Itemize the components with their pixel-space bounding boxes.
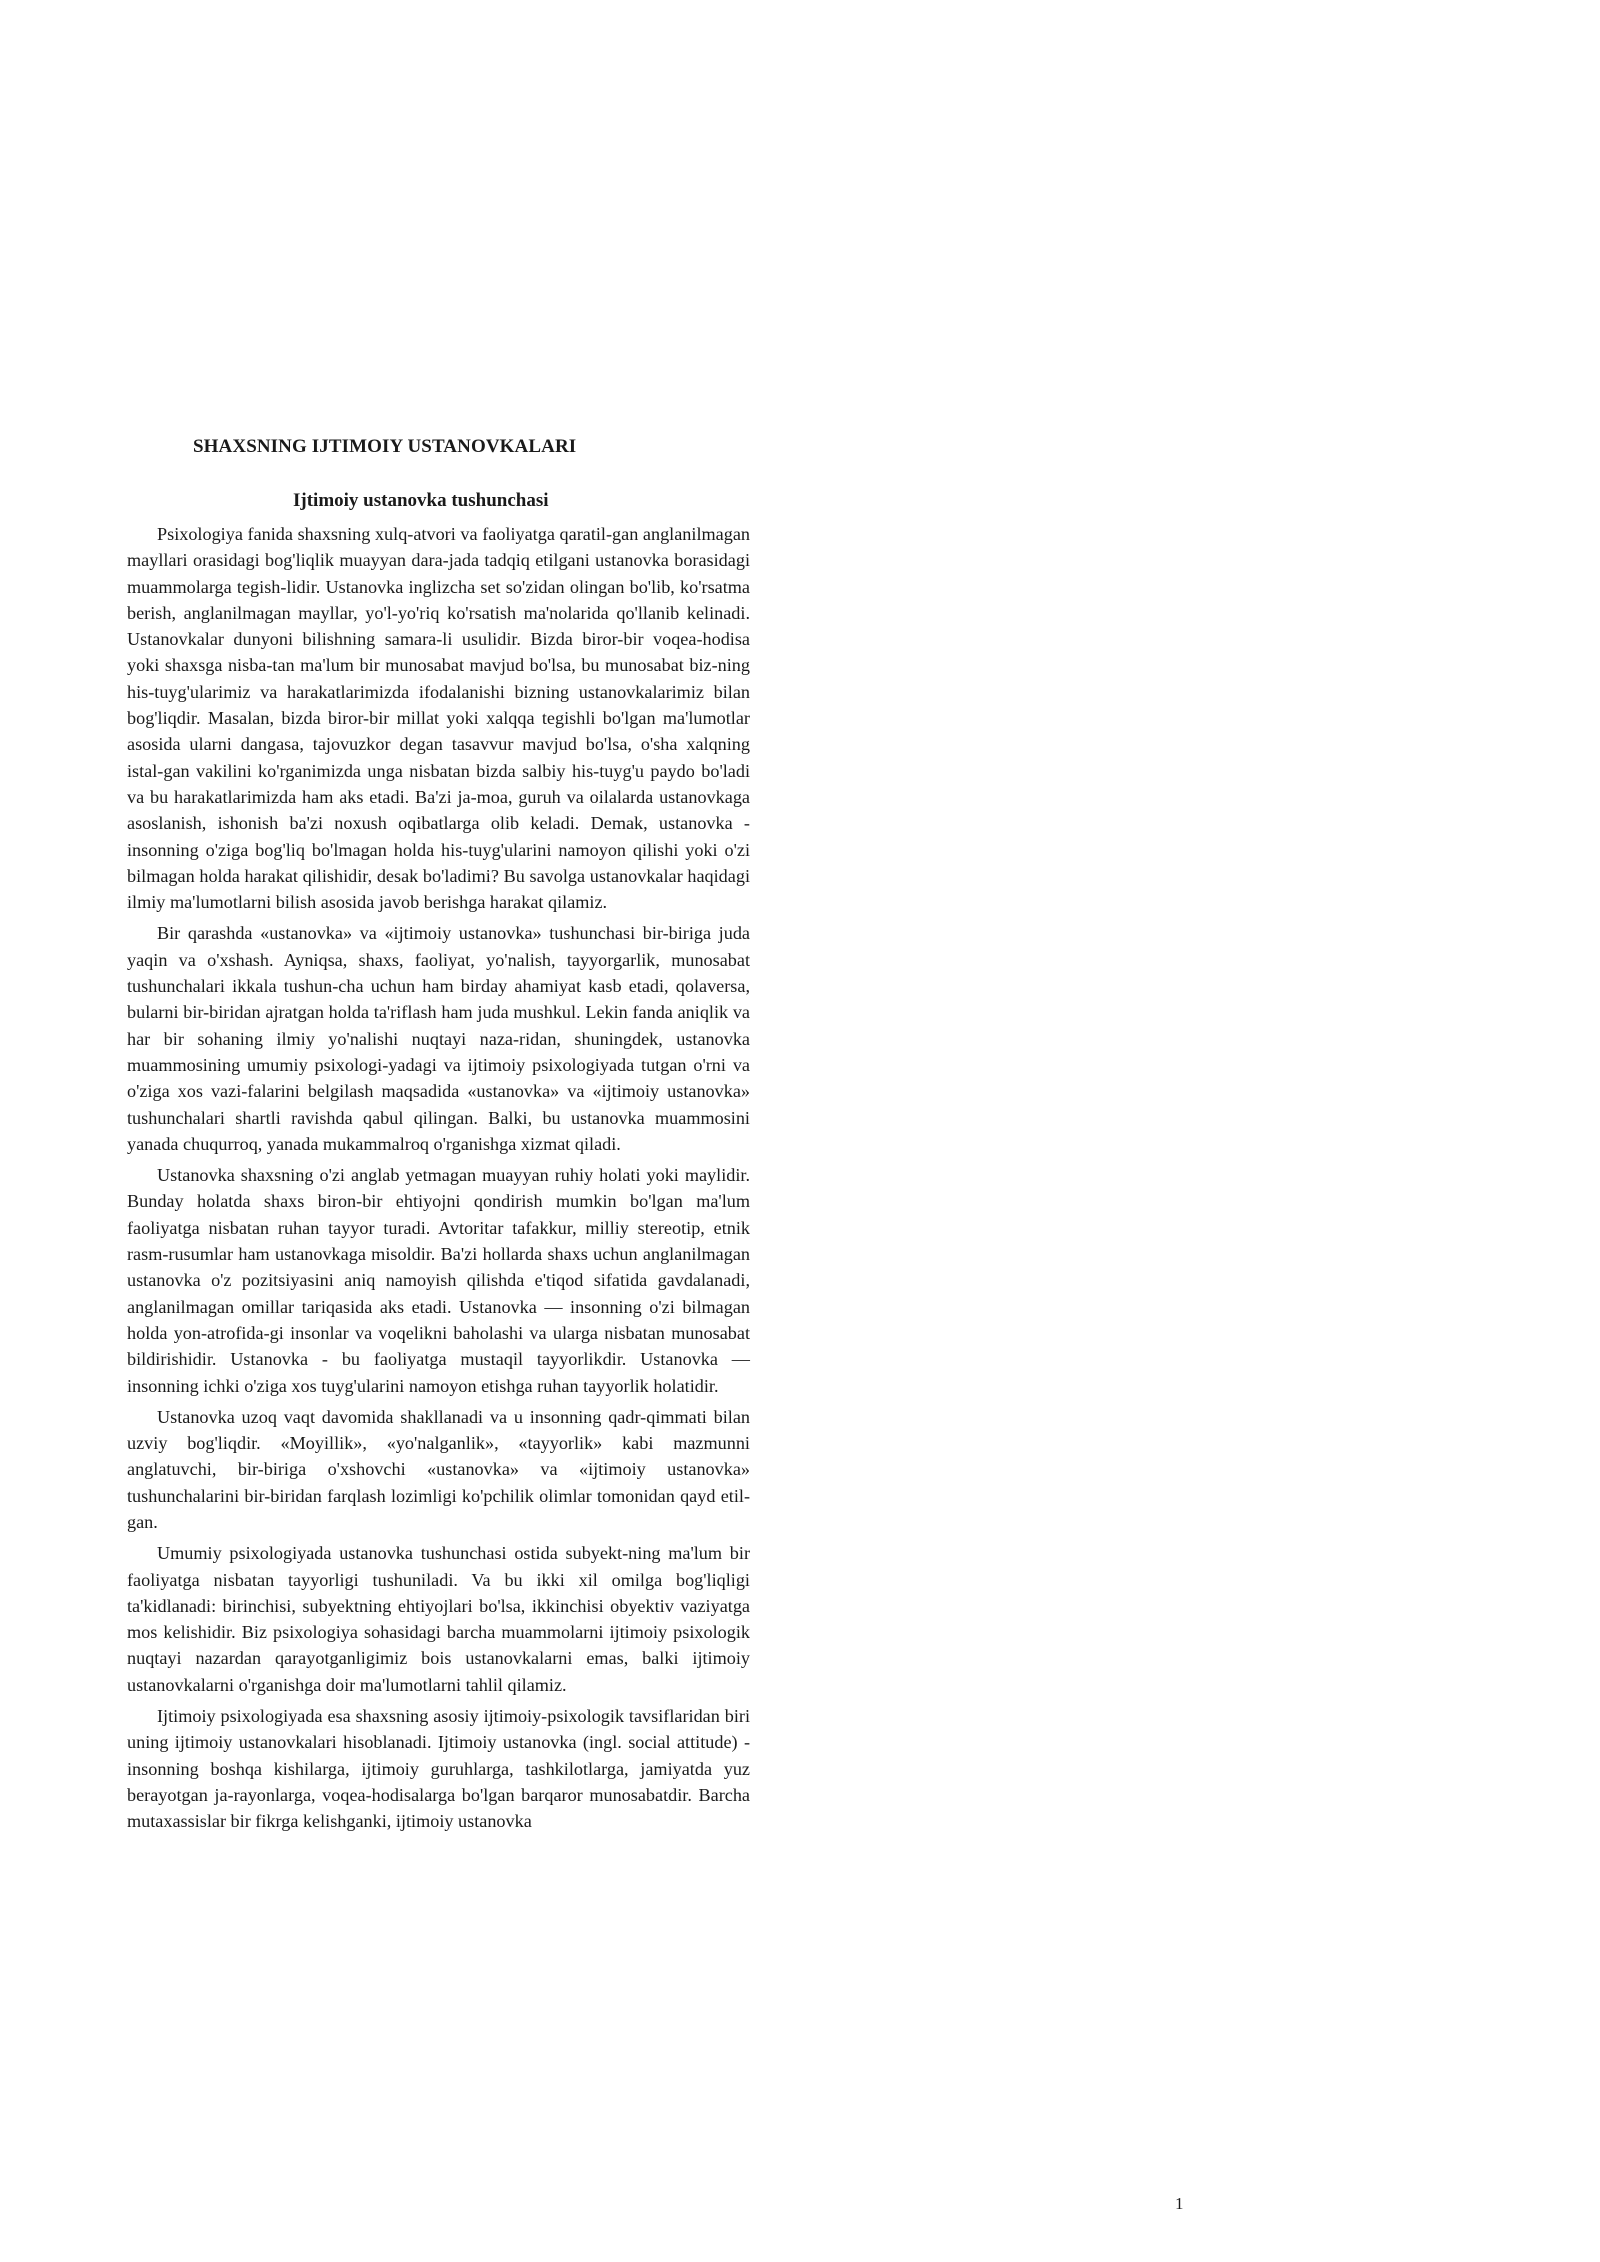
section-title: Ijtimoiy ustanovka tushunchasi (293, 490, 549, 511)
page-number: 1 (1175, 2194, 1184, 2213)
paragraph: Umumiy psixologiyada ustanovka tushunchasi ostida subyekt-ning ma'lum bir faoliyatga nisbatan tayyorligi tushuniladi. Va bu ikki xil omilga bog'liqligi ta'kidlanadi: birinchisi, subyektning ehtiyojlari bo'lsa, ikkinchisi obyektiv vaziyatga mos kelishidir. Biz psixologiya sohasidagi barcha muammolarni ijtimoiy psixologik nuqtayi nazardan qarayotganligimiz bois ustanovkalarni emas, balki ijtimoiy ustanovkalarni o'rganishga doir ma'lumotlarni tahlil qilamiz. (127, 1543, 750, 1695)
paragraph: Ustanovka shaxsning o'zi anglab yetmagan muayyan ruhiy holati yoki maylidir. Bunday holatda shaxs biron-bir ehtiyojni qondirish mumkin bo'lgan ma'lum faoliyatga nisbatan ruhan tayyor turadi. Avtoritar tafakkur, milliy stereotip, etnik rasm-rusumlar ham ustanovkaga misoldir. Ba'zi hollarda shaxs uchun anglanilmagan ustanovka o'z pozitsiyasini aniq namoyish qilishda e'tiqod sifatida gavdalanadi, anglanilmagan omillar tariqasida aks etadi. Ustanovka — insonning o'zi bilmagan holda yon-atrofida-gi insonlar va voqelikni baholashi va ularga nisbatan munosabat bildirishidir. Ustanovka - bu faoliyatga mustaqil tayyorlikdir. Ustanovka — insonning ichki o'ziga xos tuyg'ularini namoyon etishga ruhan tayyorlik holatidir. (127, 1165, 750, 1396)
paragraph: Bir qarashda «ustanovka» va «ijtimoiy ustanovka» tushunchasi bir-biriga juda yaqin va o'xshash. Ayniqsa, shaxs, faoliyat, yo'nalish, tayyorgarlik, munosabat tushunchalari ikkala tushun-cha uchun ham birday ahamiyat kasb etadi, qolaversa, bularni bir-biridan ajratgan holda ta'riflash ham juda mushkul. Lekin fanda aniqlik va har bir sohaning ilmiy yo'nalishi nuqtayi naza-ridan, shuningdek, ustanovka muammosining umumiy psixologi-yadagi va ijtimoiy psixologiyada tutgan o'rni va o'ziga xos vazi-falarini belgilash maqsadida «ustanovka» va «ijtimoiy ustanovka» tushunchalari shartli ravishda qabul qilingan. Balki, bu ustanovka muammosini yanada chuqurroq, yanada mukammalroq o'rganishga xizmat qiladi. (127, 923, 750, 1154)
paragraph: Psixologiya fanida shaxsning xulq-atvori va faoliyatga qaratil-gan anglanilmagan mayllari orasidagi bog'liqlik muayyan dara-jada tadqiq etilgani ustanovka borasidagi muammolarga tegish-lidir. Ustanovka inglizcha set so'zidan olingan bo'lib, ko'rsatma berish, anglanilmagan mayllar, yo'l-yo'riq ko'rsatish ma'nolarida qo'llanib kelinadi. Ustanovkalar dunyoni bilishning samara-li usulidir. Bizda biror-bir voqea-hodisa yoki shaxsga nisba-tan ma'lum bir munosabat mavjud bo'lsa, bu munosabat biz-ning his-tuyg'ularimiz va harakatlarimizda ifodalanishi bizning ustanovkalarimiz bilan bog'liqdir. Masalan, bizda biror-bir millat yoki xalqqa tegishli bo'lgan ma'lumotlar asosida ularni dangasa, tajovuzkor degan tasavvur mavjud bo'lsa, o'sha xalqning istal-gan vakilini ko'rganimizda unga nisbatan bizda salbiy his-tuyg'u paydo bo'ladi va bu harakatlarimizda ham aks etadi. Ba'zi ja-moa, guruh va oilalarda ustanovkaga asoslanish, ishonish ba'zi noxush oqibatlarga olib keladi. Demak, ustanovka - insonning o'ziga bog'liq bo'lmagan holda his-tuyg'ularini namoyon qilishi yoki o'zi bilmagan holda harakat qilishidir, desak bo'ladimi? Bu savolga ustanovkalar haqidagi ilmiy ma'lumotlarni bilish asosida javob berishga harakat qilamiz. (127, 524, 750, 913)
paragraph: Ustanovka uzoq vaqt davomida shakllanadi va u insonning qadr-qimmati bilan uzviy bog'liqdir. «Moyillik», «yo'nalganlik», «tayyorlik» kabi mazmunni anglatuvchi, bir-biriga o'xshovchi «ustanovka» va «ijtimoiy ustanovka» tushunchalarini bir-biridan farqlash lozimligi ko'pchilik olimlar tomonidan qayd etil-gan. (127, 1406, 750, 1532)
document-title: SHAXSNING IJTIMOIY USTANOVKALARI (193, 436, 577, 457)
body-text (127, 521, 750, 1840)
paragraph: Ijtimoiy psixologiyada esa shaxsning asosiy ijtimoiy-psixologik tavsiflaridan biri uning ijtimoiy ustanovkalari hisoblanadi. Ijtimoiy ustanovka (ingl. social attitude) - insonning boshqa kishilarga, ijtimoiy guruhlarga, tashkilotlarga, jamiyatda yuz berayotgan ja-rayonlarga, voqea-hodisalarga bo'lgan barqaror munosabatdir. Barcha mutaxassislar bir fikrga kelishganki, ijtimoiy ustanovka (127, 1706, 750, 1832)
